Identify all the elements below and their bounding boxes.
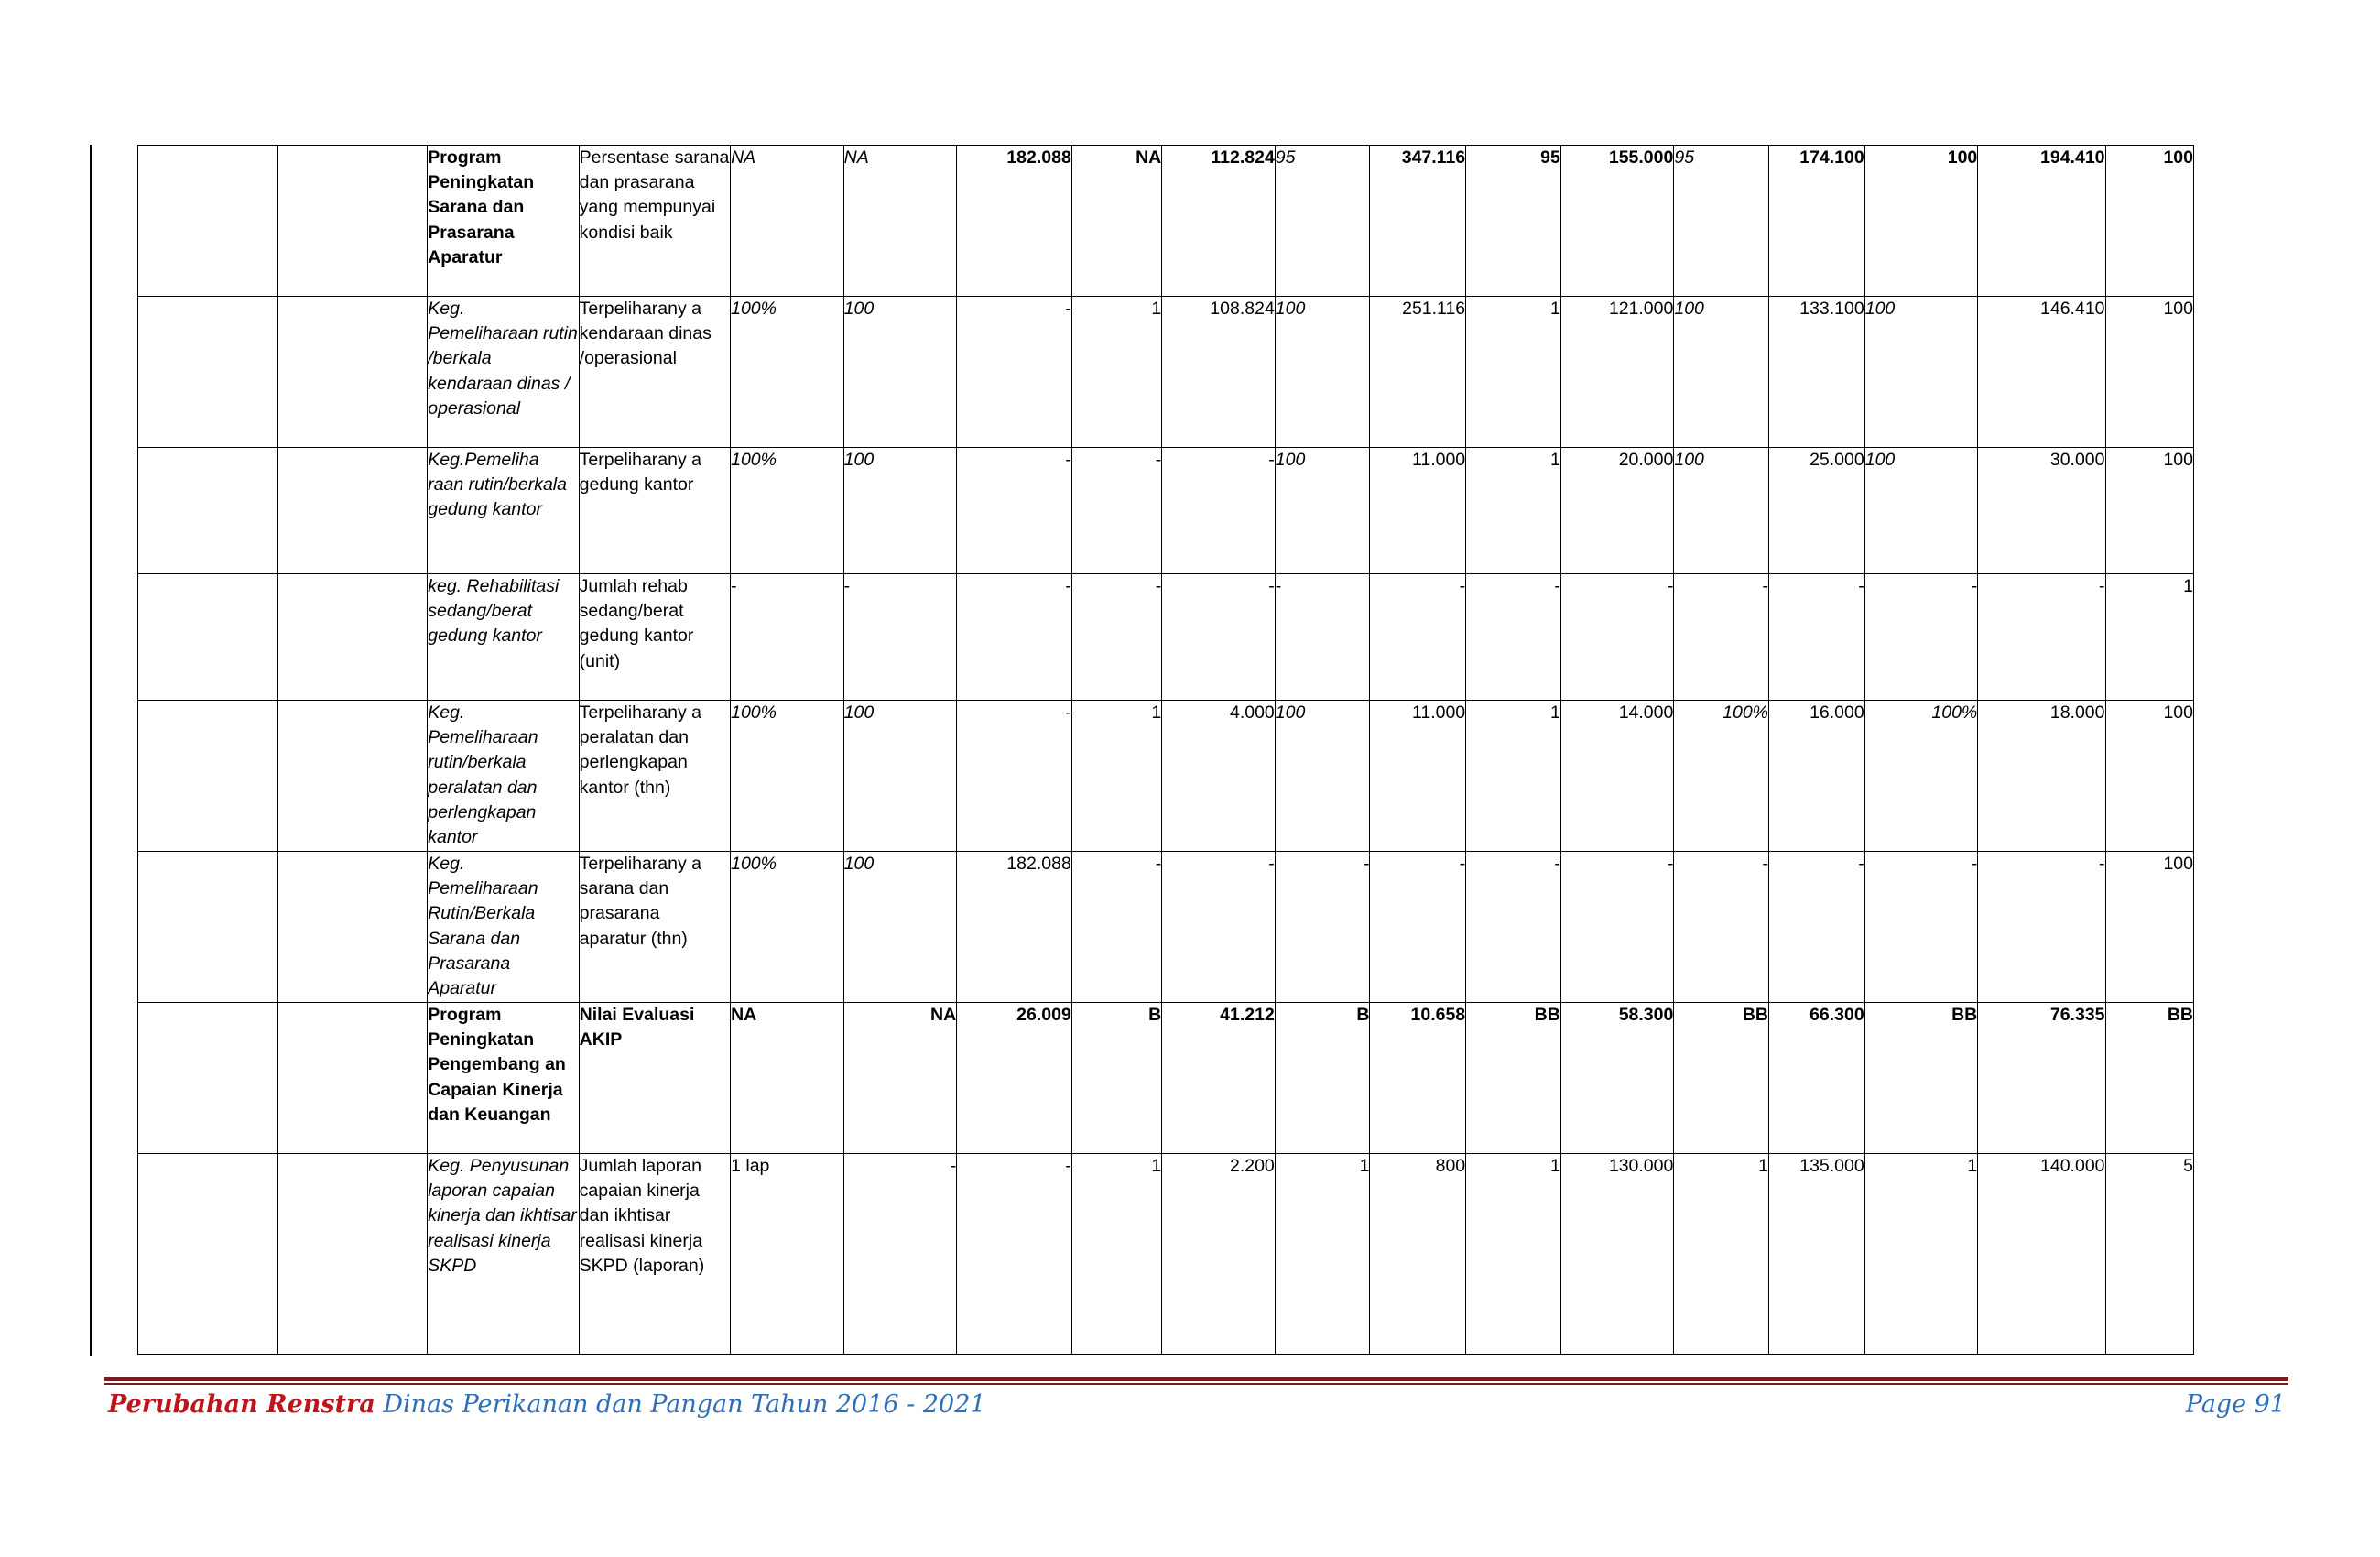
value-cell: 95 — [1275, 146, 1370, 297]
value-cell: 41.212 — [1162, 1003, 1276, 1154]
indikator-cell: Jumlah laporan capaian kinerja dan ikhtisar realisasi kinerja SKPD (laporan) — [579, 1154, 730, 1355]
value-cell: - — [1275, 574, 1370, 701]
value-cell: 133.100 — [1769, 297, 1865, 448]
value-cell: - — [1162, 574, 1276, 701]
table-row — [138, 701, 2194, 852]
value-cell: - — [1370, 852, 1466, 1003]
value-cell: - — [843, 1154, 957, 1355]
value-cell: - — [957, 448, 1072, 574]
value-cell: 2.200 — [1162, 1154, 1276, 1355]
value-cell: 100 — [1864, 297, 1978, 448]
program-cell: Keg. Pemeliharaan rutin /berkala kendaraan dinas / operasional — [428, 297, 579, 448]
value-cell: 66.300 — [1769, 1003, 1865, 1154]
program-cell: Keg.Pemeliha raan rutin/berkala gedung kantor — [428, 448, 579, 574]
value-cell: 251.116 — [1370, 297, 1466, 448]
value-cell: 800 — [1370, 1154, 1466, 1355]
footer-title: Dinas Perikanan dan Pangan Tahun 2016 - 2021 — [375, 1390, 986, 1419]
value-cell: 14.000 — [1560, 701, 1674, 852]
indikator-cell: Terpeliharany a gedung kantor — [579, 448, 730, 574]
value-cell: 1 — [1466, 701, 1561, 852]
value-cell: 100 — [2105, 701, 2193, 852]
value-cell: 100 — [2105, 297, 2193, 448]
value-cell: 130.000 — [1560, 1154, 1674, 1355]
value-cell: 121.000 — [1560, 297, 1674, 448]
value-cell: 18.000 — [1978, 701, 2105, 852]
indikator-cell: Terpeliharany a peralatan dan perlengkapan kantor (thn) — [579, 701, 730, 852]
value-cell: 112.824 — [1162, 146, 1276, 297]
value-cell: 4.000 — [1162, 701, 1276, 852]
footer-rule-thin — [104, 1383, 2288, 1385]
indikator-cell: Terpeliharany a sarana dan prasarana aparatur (thn) — [579, 852, 730, 1003]
empty-cell — [138, 448, 278, 574]
value-cell: - — [1275, 852, 1370, 1003]
empty-cell — [277, 852, 427, 1003]
value-cell: 182.088 — [957, 146, 1072, 297]
value-cell: 1 — [1864, 1154, 1978, 1355]
table-row — [138, 574, 2194, 701]
value-cell: 100 — [2105, 448, 2193, 574]
value-cell: 100% — [1674, 701, 1769, 852]
value-cell: - — [957, 297, 1072, 448]
value-cell: - — [1978, 574, 2105, 701]
empty-cell — [277, 1003, 427, 1154]
table-row — [138, 146, 2194, 297]
renstra-table — [137, 145, 2194, 1355]
value-cell: - — [1560, 574, 1674, 701]
value-cell: - — [1162, 448, 1276, 574]
value-cell: - — [843, 574, 957, 701]
value-cell: 100% — [731, 701, 844, 852]
empty-cell — [138, 701, 278, 852]
value-cell: 76.335 — [1978, 1003, 2105, 1154]
value-cell: 100 — [1275, 297, 1370, 448]
page-footer — [108, 1390, 2286, 1427]
empty-cell — [138, 574, 278, 701]
value-cell: 108.824 — [1162, 297, 1276, 448]
value-cell: 16.000 — [1769, 701, 1865, 852]
value-cell: - — [1370, 574, 1466, 701]
value-cell: - — [957, 701, 1072, 852]
value-cell: - — [1071, 852, 1161, 1003]
value-cell: 1 lap — [731, 1154, 844, 1355]
value-cell: 100 — [1275, 448, 1370, 574]
value-cell: 194.410 — [1978, 146, 2105, 297]
value-cell: 10.658 — [1370, 1003, 1466, 1154]
empty-cell — [138, 1003, 278, 1154]
empty-cell — [277, 297, 427, 448]
value-cell: 1 — [1275, 1154, 1370, 1355]
value-cell: 155.000 — [1560, 146, 1674, 297]
program-cell: Keg. Penyusunan laporan capaian kinerja dan ikhtisar realisasi kinerja SKPD — [428, 1154, 579, 1355]
indikator-cell: Terpeliharany a kendaraan dinas /operasional — [579, 297, 730, 448]
empty-cell — [277, 701, 427, 852]
table-row — [138, 297, 2194, 448]
value-cell: 1 — [2105, 574, 2193, 701]
value-cell: 100 — [1275, 701, 1370, 852]
value-cell: 1 — [1071, 701, 1161, 852]
program-cell: keg. Rehabilitasi sedang/berat gedung kantor — [428, 574, 579, 701]
value-cell: 140.000 — [1978, 1154, 2105, 1355]
value-cell: 11.000 — [1370, 701, 1466, 852]
value-cell: NA — [843, 1003, 957, 1154]
table-row — [138, 1003, 2194, 1154]
value-cell: 100 — [2105, 146, 2193, 297]
value-cell: - — [1978, 852, 2105, 1003]
empty-cell — [277, 448, 427, 574]
value-cell: B — [1071, 1003, 1161, 1154]
value-cell: NA — [843, 146, 957, 297]
value-cell: 26.009 — [957, 1003, 1072, 1154]
value-cell: - — [1864, 852, 1978, 1003]
value-cell: - — [1071, 448, 1161, 574]
value-cell: - — [1674, 574, 1769, 701]
value-cell: 20.000 — [1560, 448, 1674, 574]
empty-cell — [138, 1154, 278, 1355]
value-cell: 135.000 — [1769, 1154, 1865, 1355]
value-cell: - — [1466, 574, 1561, 701]
value-cell: 1 — [1466, 448, 1561, 574]
value-cell: 100 — [1674, 448, 1769, 574]
value-cell: 1 — [1071, 297, 1161, 448]
left-margin-rule — [90, 145, 92, 1356]
value-cell: 182.088 — [957, 852, 1072, 1003]
program-cell: Program Peningkatan Sarana dan Prasarana Aparatur — [428, 146, 579, 297]
value-cell: 5 — [2105, 1154, 2193, 1355]
value-cell: 1 — [1674, 1154, 1769, 1355]
value-cell: - — [1560, 852, 1674, 1003]
value-cell: 1 — [1071, 1154, 1161, 1355]
value-cell: - — [1864, 574, 1978, 701]
value-cell: - — [1162, 852, 1276, 1003]
program-cell: Keg. Pemeliharaan Rutin/Berkala Sarana dan Prasarana Aparatur — [428, 852, 579, 1003]
value-cell: 146.410 — [1978, 297, 2105, 448]
value-cell: 11.000 — [1370, 448, 1466, 574]
table-row — [138, 448, 2194, 574]
value-cell: 100 — [843, 701, 957, 852]
value-cell: BB — [1674, 1003, 1769, 1154]
footer-title-bold: Perubahan Renstra — [108, 1390, 375, 1419]
empty-cell — [138, 852, 278, 1003]
table-row — [138, 1154, 2194, 1355]
value-cell: 100 — [1864, 146, 1978, 297]
empty-cell — [277, 574, 427, 701]
empty-cell — [138, 297, 278, 448]
value-cell: 100% — [731, 297, 844, 448]
value-cell: - — [1466, 852, 1561, 1003]
value-cell: 100 — [1864, 448, 1978, 574]
value-cell: NA — [731, 146, 844, 297]
value-cell: 25.000 — [1769, 448, 1865, 574]
value-cell: 100 — [843, 852, 957, 1003]
indikator-cell: Nilai Evaluasi AKIP — [579, 1003, 730, 1154]
value-cell: 174.100 — [1769, 146, 1865, 297]
program-cell: Program Peningkatan Pengembang an Capaian Kinerja dan Keuangan — [428, 1003, 579, 1154]
value-cell: 1 — [1466, 297, 1561, 448]
value-cell: 58.300 — [1560, 1003, 1674, 1154]
value-cell: 95 — [1466, 146, 1561, 297]
indikator-cell: Persentase sarana dan prasarana yang mempunyai kondisi baik — [579, 146, 730, 297]
value-cell: - — [731, 574, 844, 701]
value-cell: 100% — [731, 448, 844, 574]
table-row — [138, 852, 2194, 1003]
page-number: Page 91 — [2185, 1390, 2286, 1419]
value-cell: 347.116 — [1370, 146, 1466, 297]
value-cell: 100% — [1864, 701, 1978, 852]
value-cell: NA — [1071, 146, 1161, 297]
value-cell: BB — [2105, 1003, 2193, 1154]
indikator-cell: Jumlah rehab sedang/berat gedung kantor (unit) — [579, 574, 730, 701]
value-cell: 100 — [2105, 852, 2193, 1003]
empty-cell — [277, 1154, 427, 1355]
value-cell: B — [1275, 1003, 1370, 1154]
value-cell: BB — [1466, 1003, 1561, 1154]
value-cell: - — [1769, 574, 1865, 701]
value-cell: 100 — [843, 448, 957, 574]
value-cell: 30.000 — [1978, 448, 2105, 574]
program-cell: Keg. Pemeliharaan rutin/berkala peralatan dan perlengkapan kantor — [428, 701, 579, 852]
value-cell: BB — [1864, 1003, 1978, 1154]
value-cell: - — [1674, 852, 1769, 1003]
value-cell: - — [1769, 852, 1865, 1003]
empty-cell — [277, 146, 427, 297]
value-cell: 95 — [1674, 146, 1769, 297]
value-cell: - — [957, 574, 1072, 701]
value-cell: 100 — [843, 297, 957, 448]
value-cell: 1 — [1466, 1154, 1561, 1355]
value-cell: - — [957, 1154, 1072, 1355]
value-cell: - — [1071, 574, 1161, 701]
value-cell: NA — [731, 1003, 844, 1154]
empty-cell — [138, 146, 278, 297]
footer-rule — [104, 1377, 2288, 1381]
value-cell: 100 — [1674, 297, 1769, 448]
value-cell: 100% — [731, 852, 844, 1003]
